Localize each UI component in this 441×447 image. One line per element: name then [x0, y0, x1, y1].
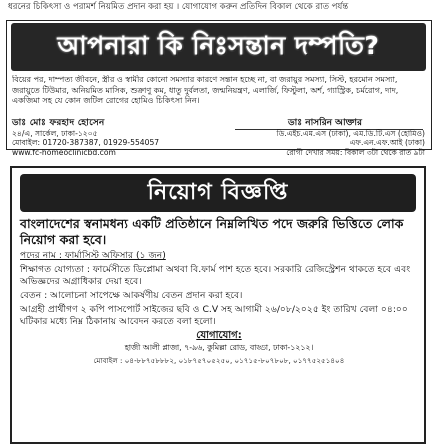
doctor-right-line2: এফ.এন.এফ.আই (ঢাকা) [349, 138, 425, 147]
doctor-right-hours: রোগী দেখার সময়: বিকাল ৩টা থেকে রাত ৯টা [286, 147, 425, 157]
ad2-intro: বাংলাদেশের স্বনামধন্য একটি প্রতিষ্ঠানে নিম্নলিখিত পদে জরুরি ভিত্তিতে লোক নিয়োগ করা হবে। [20, 216, 404, 247]
ad2-post: পদের নাম : ফার্মাসিস্ট অফিসার (১ জন) [20, 250, 166, 261]
ad2-contact-label: যোগাযোগ: [196, 330, 242, 341]
ad2-salary: বেতন : আলোচনা সাপেক্ষে আকর্ষণীয় বেতন প্রদান করা হবে। [20, 290, 243, 301]
ad1-headline-banner [11, 23, 426, 71]
doctor-left-website: www.fc-homeoclinicbd.com [12, 147, 116, 157]
ad2-headline: নিয়োগ বিজ্ঞপ্তি [147, 179, 289, 205]
ad2-body [20, 216, 418, 367]
doctor-left-name: ডাঃ মোঃ ফরহাদ হোসেন [12, 118, 105, 128]
doctor-left-line1: ২৪/এ, সার্কেল, ঢাকা-১২০৫ [12, 128, 98, 138]
ad2-phone: মোবাইল : ০৪-৮৮৭৫৮৮৮২, ০১৮৭৫৭০৫২৫০, ০১৭১৫-৮০৭৮০৮, ০১৭৭৫২৫১৪০৪ [93, 356, 345, 365]
job-circular-ad [10, 166, 426, 444]
ad2-apply: আগ্রহী প্রার্থীগণ ২ কপি পাসপোর্ট সাইজের ছবি ও C.V সহ আগামী ২৬/০৮/২০২৫ ইং তারিখ বেলা ০৪:০০ ঘটিকার মধ্যে নিম্ন ঠিকানায় আবেদন করতে বলা হলো। [20, 304, 408, 327]
doctor-right-line1: ডি.এইচ.এম.এস (ঢাকা), এম.ডি.টি.এস (হোমিও) [276, 128, 425, 138]
ad2-address: হাজী আলী প্লাজা, ৭-৯৬, কুমিল্লা রোড, বাড্ডা, ঢাকা-১২১২। [124, 343, 314, 352]
doctor-right-name: ডাঃ নাসরিন আক্তার [288, 118, 362, 128]
top-strip-text: ধরনের চিকিৎসা ও পরামর্শ নিয়মিত প্রদান করা হয় । যোগাযোগ করুন প্রতিদিন বিকাল থেকে রাত পর্যন্ত [8, 2, 349, 12]
doctor-left-phone: মোবাইল: 01720-387387, 01929-554057 [12, 138, 160, 147]
ad1-headline: আপনারা কি নিঃসন্তান দম্পতি? [57, 30, 380, 60]
homeo-clinic-ad [6, 20, 432, 157]
ad2-qualification: শিক্ষাগত যোগ্যতা : ফার্মেসীতে ডিপ্লোমা অথবা বি.ফার্ম পাশ হতে হবে। সরকারি রেজিস্ট্রেশন থাকতে হবে এবং অভিজ্ঞদের অগ্রাধিকার দেয়া হবে। [20, 264, 411, 287]
ad1-symptoms-text: বিয়ের পর, দাম্পত্য জীবনে, স্ত্রীর ও স্বামীর কোনো সমস্যার কারণে সন্তান হচ্ছে না, বা জরায়ুর সমস্যা, সিস্ট, হরমোন সমস্যা, জরায়ুতে টিউমার, অনিয়মিত মাসিক, শুক্রাণু কম, ধাতু দুর্বলতা, জন্মনিয়ন্ত্রণ, এলার্জি, ফিস্টুলা, অর্শ, গ্যাস্ট্রিক, চর্মরোগ, দাদ, একজিমা সহ যে কোন জটিল রোগের হোমিও চিকিৎসা নিন। [12, 75, 399, 105]
ad2-headline-banner [20, 174, 416, 212]
ad-separator [0, 152, 441, 156]
